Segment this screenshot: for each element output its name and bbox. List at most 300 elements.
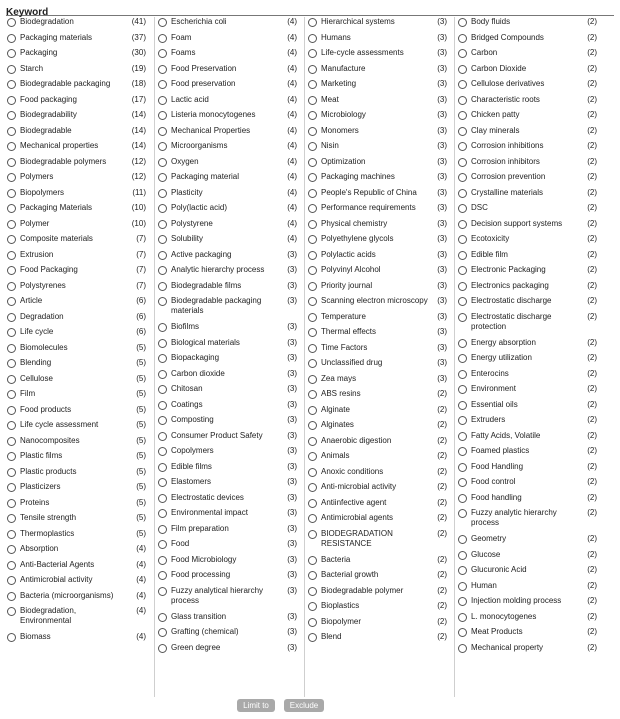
keyword-item[interactable]	[4, 265, 148, 275]
keyword-item[interactable]	[155, 234, 299, 244]
keyword-radio[interactable]	[308, 313, 317, 322]
keyword-radio[interactable]	[458, 282, 467, 291]
keyword-radio[interactable]	[158, 251, 167, 260]
keyword-item[interactable]	[4, 482, 148, 492]
keyword-radio[interactable]	[308, 111, 317, 120]
keyword-radio[interactable]	[158, 370, 167, 379]
keyword-item[interactable]	[455, 188, 599, 198]
keyword-radio[interactable]	[458, 582, 467, 591]
keyword-radio[interactable]	[158, 478, 167, 487]
keyword-item[interactable]	[155, 400, 299, 410]
keyword-item[interactable]	[155, 188, 299, 198]
keyword-radio[interactable]	[458, 551, 467, 560]
keyword-radio[interactable]	[7, 437, 16, 446]
keyword-radio[interactable]	[7, 204, 16, 213]
keyword-item[interactable]	[455, 477, 599, 487]
keyword-item[interactable]	[305, 570, 449, 580]
keyword-item[interactable]	[155, 322, 299, 332]
keyword-item[interactable]	[305, 327, 449, 337]
keyword-item[interactable]	[4, 250, 148, 260]
keyword-item[interactable]	[455, 296, 599, 306]
keyword-radio[interactable]	[158, 416, 167, 425]
keyword-item[interactable]	[305, 555, 449, 565]
keyword-radio[interactable]	[308, 34, 317, 43]
keyword-radio[interactable]	[7, 483, 16, 492]
keyword-item[interactable]	[305, 513, 449, 523]
keyword-item[interactable]	[455, 493, 599, 503]
keyword-radio[interactable]	[158, 189, 167, 198]
keyword-radio[interactable]	[308, 530, 317, 539]
keyword-item[interactable]	[4, 343, 148, 353]
keyword-item[interactable]	[155, 17, 299, 27]
keyword-item[interactable]	[305, 586, 449, 596]
keyword-radio[interactable]	[7, 313, 16, 322]
keyword-item[interactable]	[155, 250, 299, 260]
keyword-radio[interactable]	[7, 18, 16, 27]
keyword-item[interactable]	[155, 353, 299, 363]
keyword-radio[interactable]	[308, 158, 317, 167]
keyword-item[interactable]	[305, 343, 449, 353]
keyword-item[interactable]	[305, 126, 449, 136]
keyword-radio[interactable]	[308, 421, 317, 430]
keyword-radio[interactable]	[458, 235, 467, 244]
keyword-item[interactable]	[455, 384, 599, 394]
keyword-radio[interactable]	[458, 613, 467, 622]
keyword-radio[interactable]	[158, 158, 167, 167]
keyword-radio[interactable]	[158, 204, 167, 213]
keyword-item[interactable]	[455, 534, 599, 544]
keyword-radio[interactable]	[7, 34, 16, 43]
keyword-radio[interactable]	[308, 282, 317, 291]
keyword-item[interactable]	[455, 126, 599, 136]
keyword-item[interactable]	[155, 48, 299, 58]
keyword-radio[interactable]	[158, 401, 167, 410]
keyword-radio[interactable]	[7, 514, 16, 523]
keyword-radio[interactable]	[7, 142, 16, 151]
keyword-radio[interactable]	[308, 514, 317, 523]
keyword-radio[interactable]	[158, 354, 167, 363]
keyword-item[interactable]	[155, 586, 299, 606]
keyword-item[interactable]	[4, 513, 148, 523]
keyword-item[interactable]	[4, 17, 148, 27]
keyword-radio[interactable]	[458, 204, 467, 213]
keyword-item[interactable]	[455, 234, 599, 244]
keyword-item[interactable]	[455, 353, 599, 363]
keyword-item[interactable]	[4, 498, 148, 508]
keyword-radio[interactable]	[308, 189, 317, 198]
keyword-item[interactable]	[155, 643, 299, 653]
keyword-item[interactable]	[4, 358, 148, 368]
keyword-radio[interactable]	[158, 571, 167, 580]
keyword-radio[interactable]	[158, 644, 167, 653]
keyword-radio[interactable]	[7, 173, 16, 182]
keyword-radio[interactable]	[458, 447, 467, 456]
keyword-radio[interactable]	[158, 80, 167, 89]
keyword-radio[interactable]	[158, 494, 167, 503]
keyword-item[interactable]	[4, 234, 148, 244]
keyword-radio[interactable]	[7, 375, 16, 384]
keyword-item[interactable]	[305, 374, 449, 384]
keyword-item[interactable]	[4, 575, 148, 585]
keyword-item[interactable]	[305, 17, 449, 27]
keyword-item[interactable]	[155, 570, 299, 580]
keyword-item[interactable]	[455, 369, 599, 379]
keyword-item[interactable]	[305, 33, 449, 43]
keyword-radio[interactable]	[158, 282, 167, 291]
keyword-item[interactable]	[455, 338, 599, 348]
keyword-item[interactable]	[4, 296, 148, 306]
keyword-radio[interactable]	[158, 432, 167, 441]
keyword-radio[interactable]	[7, 499, 16, 508]
keyword-radio[interactable]	[308, 452, 317, 461]
keyword-item[interactable]	[455, 95, 599, 105]
keyword-item[interactable]	[455, 312, 599, 332]
keyword-radio[interactable]	[7, 282, 16, 291]
keyword-radio[interactable]	[458, 80, 467, 89]
keyword-item[interactable]	[4, 219, 148, 229]
keyword-item[interactable]	[4, 327, 148, 337]
keyword-item[interactable]	[305, 219, 449, 229]
keyword-item[interactable]	[4, 157, 148, 167]
keyword-item[interactable]	[155, 141, 299, 151]
keyword-radio[interactable]	[158, 447, 167, 456]
keyword-radio[interactable]	[158, 142, 167, 151]
keyword-item[interactable]	[305, 172, 449, 182]
keyword-item[interactable]	[305, 250, 449, 260]
keyword-radio[interactable]	[458, 597, 467, 606]
keyword-item[interactable]	[155, 338, 299, 348]
keyword-radio[interactable]	[308, 80, 317, 89]
keyword-radio[interactable]	[7, 111, 16, 120]
keyword-radio[interactable]	[158, 127, 167, 136]
keyword-item[interactable]	[305, 64, 449, 74]
limit-to-button[interactable]: Limit to	[237, 699, 275, 712]
keyword-item[interactable]	[4, 529, 148, 539]
keyword-radio[interactable]	[7, 297, 16, 306]
keyword-item[interactable]	[305, 157, 449, 167]
keyword-item[interactable]	[305, 617, 449, 627]
keyword-item[interactable]	[455, 627, 599, 637]
keyword-radio[interactable]	[7, 421, 16, 430]
keyword-radio[interactable]	[308, 173, 317, 182]
keyword-radio[interactable]	[458, 96, 467, 105]
keyword-item[interactable]	[455, 550, 599, 560]
keyword-item[interactable]	[305, 95, 449, 105]
keyword-radio[interactable]	[308, 49, 317, 58]
keyword-radio[interactable]	[308, 18, 317, 27]
keyword-item[interactable]	[155, 110, 299, 120]
keyword-radio[interactable]	[7, 607, 16, 616]
keyword-radio[interactable]	[158, 613, 167, 622]
keyword-radio[interactable]	[308, 96, 317, 105]
keyword-radio[interactable]	[308, 633, 317, 642]
keyword-item[interactable]	[305, 312, 449, 322]
keyword-radio[interactable]	[7, 390, 16, 399]
keyword-item[interactable]	[455, 508, 599, 528]
keyword-item[interactable]	[155, 219, 299, 229]
keyword-item[interactable]	[4, 632, 148, 642]
keyword-item[interactable]	[455, 612, 599, 622]
keyword-item[interactable]	[4, 467, 148, 477]
keyword-radio[interactable]	[458, 158, 467, 167]
keyword-item[interactable]	[4, 203, 148, 213]
keyword-item[interactable]	[155, 265, 299, 275]
keyword-item[interactable]	[155, 369, 299, 379]
keyword-item[interactable]	[4, 405, 148, 415]
keyword-radio[interactable]	[158, 65, 167, 74]
keyword-item[interactable]	[155, 172, 299, 182]
keyword-radio[interactable]	[7, 158, 16, 167]
keyword-radio[interactable]	[458, 65, 467, 74]
keyword-radio[interactable]	[458, 34, 467, 43]
keyword-item[interactable]	[305, 188, 449, 198]
keyword-item[interactable]	[4, 79, 148, 89]
keyword-radio[interactable]	[7, 328, 16, 337]
keyword-item[interactable]	[155, 493, 299, 503]
keyword-radio[interactable]	[158, 96, 167, 105]
keyword-radio[interactable]	[458, 566, 467, 575]
keyword-radio[interactable]	[158, 220, 167, 229]
keyword-radio[interactable]	[7, 65, 16, 74]
keyword-item[interactable]	[305, 110, 449, 120]
keyword-item[interactable]	[155, 627, 299, 637]
keyword-radio[interactable]	[308, 602, 317, 611]
keyword-item[interactable]	[455, 415, 599, 425]
keyword-item[interactable]	[4, 33, 148, 43]
keyword-item[interactable]	[455, 110, 599, 120]
keyword-item[interactable]	[4, 544, 148, 554]
keyword-radio[interactable]	[308, 618, 317, 627]
keyword-item[interactable]	[455, 565, 599, 575]
keyword-radio[interactable]	[7, 127, 16, 136]
keyword-radio[interactable]	[458, 18, 467, 27]
keyword-radio[interactable]	[458, 142, 467, 151]
keyword-item[interactable]	[455, 596, 599, 606]
keyword-item[interactable]	[305, 482, 449, 492]
keyword-radio[interactable]	[7, 468, 16, 477]
keyword-item[interactable]	[305, 498, 449, 508]
keyword-radio[interactable]	[458, 432, 467, 441]
keyword-radio[interactable]	[308, 220, 317, 229]
keyword-item[interactable]	[455, 157, 599, 167]
keyword-item[interactable]	[455, 581, 599, 591]
keyword-radio[interactable]	[158, 34, 167, 43]
keyword-radio[interactable]	[458, 313, 467, 322]
keyword-radio[interactable]	[308, 437, 317, 446]
keyword-radio[interactable]	[7, 235, 16, 244]
keyword-item[interactable]	[155, 431, 299, 441]
keyword-radio[interactable]	[7, 406, 16, 415]
keyword-item[interactable]	[155, 384, 299, 394]
keyword-radio[interactable]	[308, 483, 317, 492]
keyword-radio[interactable]	[308, 375, 317, 384]
keyword-item[interactable]	[455, 79, 599, 89]
keyword-item[interactable]	[4, 95, 148, 105]
keyword-radio[interactable]	[458, 401, 467, 410]
keyword-radio[interactable]	[458, 535, 467, 544]
keyword-item[interactable]	[305, 296, 449, 306]
keyword-radio[interactable]	[308, 127, 317, 136]
keyword-item[interactable]	[455, 250, 599, 260]
keyword-radio[interactable]	[458, 297, 467, 306]
keyword-item[interactable]	[455, 33, 599, 43]
keyword-item[interactable]	[155, 64, 299, 74]
keyword-radio[interactable]	[7, 592, 16, 601]
keyword-radio[interactable]	[308, 468, 317, 477]
keyword-item[interactable]	[4, 126, 148, 136]
keyword-radio[interactable]	[458, 509, 467, 518]
keyword-radio[interactable]	[458, 189, 467, 198]
keyword-radio[interactable]	[308, 204, 317, 213]
keyword-radio[interactable]	[308, 266, 317, 275]
keyword-radio[interactable]	[308, 556, 317, 565]
keyword-radio[interactable]	[7, 189, 16, 198]
keyword-radio[interactable]	[458, 478, 467, 487]
keyword-radio[interactable]	[158, 323, 167, 332]
keyword-item[interactable]	[305, 420, 449, 430]
keyword-item[interactable]	[305, 436, 449, 446]
keyword-radio[interactable]	[158, 339, 167, 348]
keyword-item[interactable]	[155, 446, 299, 456]
keyword-radio[interactable]	[158, 463, 167, 472]
keyword-item[interactable]	[4, 420, 148, 430]
keyword-radio[interactable]	[308, 328, 317, 337]
keyword-item[interactable]	[455, 172, 599, 182]
keyword-item[interactable]	[305, 405, 449, 415]
keyword-item[interactable]	[305, 265, 449, 275]
keyword-radio[interactable]	[458, 49, 467, 58]
keyword-item[interactable]	[4, 374, 148, 384]
keyword-radio[interactable]	[308, 297, 317, 306]
keyword-item[interactable]	[4, 64, 148, 74]
keyword-radio[interactable]	[308, 142, 317, 151]
exclude-button[interactable]: Exclude	[284, 699, 324, 712]
keyword-item[interactable]	[305, 529, 449, 549]
keyword-item[interactable]	[155, 555, 299, 565]
keyword-item[interactable]	[4, 606, 148, 626]
keyword-item[interactable]	[305, 48, 449, 58]
keyword-item[interactable]	[455, 203, 599, 213]
keyword-item[interactable]	[4, 436, 148, 446]
keyword-radio[interactable]	[308, 251, 317, 260]
keyword-radio[interactable]	[458, 251, 467, 260]
keyword-radio[interactable]	[308, 65, 317, 74]
keyword-item[interactable]	[305, 467, 449, 477]
keyword-radio[interactable]	[308, 344, 317, 353]
keyword-item[interactable]	[455, 643, 599, 653]
keyword-item[interactable]	[4, 281, 148, 291]
keyword-radio[interactable]	[7, 344, 16, 353]
keyword-item[interactable]	[305, 281, 449, 291]
keyword-radio[interactable]	[158, 509, 167, 518]
keyword-item[interactable]	[4, 188, 148, 198]
keyword-radio[interactable]	[7, 545, 16, 554]
keyword-item[interactable]	[455, 400, 599, 410]
keyword-radio[interactable]	[158, 587, 167, 596]
keyword-item[interactable]	[305, 601, 449, 611]
keyword-item[interactable]	[4, 48, 148, 58]
keyword-item[interactable]	[4, 560, 148, 570]
keyword-radio[interactable]	[458, 644, 467, 653]
keyword-radio[interactable]	[7, 96, 16, 105]
keyword-radio[interactable]	[308, 359, 317, 368]
keyword-item[interactable]	[455, 446, 599, 456]
keyword-item[interactable]	[4, 172, 148, 182]
keyword-item[interactable]	[305, 632, 449, 642]
keyword-radio[interactable]	[458, 370, 467, 379]
keyword-item[interactable]	[455, 265, 599, 275]
keyword-radio[interactable]	[158, 628, 167, 637]
keyword-radio[interactable]	[7, 530, 16, 539]
keyword-radio[interactable]	[158, 556, 167, 565]
keyword-item[interactable]	[305, 203, 449, 213]
keyword-radio[interactable]	[158, 540, 167, 549]
keyword-item[interactable]	[305, 141, 449, 151]
keyword-item[interactable]	[4, 451, 148, 461]
keyword-item[interactable]	[4, 389, 148, 399]
keyword-item[interactable]	[4, 591, 148, 601]
keyword-radio[interactable]	[7, 359, 16, 368]
keyword-item[interactable]	[155, 524, 299, 534]
keyword-item[interactable]	[305, 79, 449, 89]
keyword-radio[interactable]	[7, 561, 16, 570]
keyword-radio[interactable]	[458, 494, 467, 503]
keyword-radio[interactable]	[308, 406, 317, 415]
keyword-item[interactable]	[305, 389, 449, 399]
keyword-item[interactable]	[455, 141, 599, 151]
keyword-radio[interactable]	[458, 266, 467, 275]
keyword-item[interactable]	[455, 431, 599, 441]
keyword-item[interactable]	[155, 462, 299, 472]
keyword-radio[interactable]	[458, 354, 467, 363]
keyword-radio[interactable]	[308, 587, 317, 596]
keyword-radio[interactable]	[158, 173, 167, 182]
keyword-item[interactable]	[155, 95, 299, 105]
keyword-radio[interactable]	[158, 111, 167, 120]
keyword-item[interactable]	[4, 110, 148, 120]
keyword-radio[interactable]	[158, 525, 167, 534]
keyword-radio[interactable]	[458, 416, 467, 425]
keyword-radio[interactable]	[7, 266, 16, 275]
keyword-radio[interactable]	[458, 339, 467, 348]
keyword-radio[interactable]	[158, 18, 167, 27]
keyword-radio[interactable]	[7, 452, 16, 461]
keyword-item[interactable]	[305, 358, 449, 368]
keyword-item[interactable]	[305, 234, 449, 244]
keyword-radio[interactable]	[458, 628, 467, 637]
keyword-radio[interactable]	[158, 266, 167, 275]
keyword-item[interactable]	[4, 141, 148, 151]
keyword-item[interactable]	[155, 157, 299, 167]
keyword-item[interactable]	[455, 281, 599, 291]
keyword-radio[interactable]	[458, 173, 467, 182]
keyword-item[interactable]	[155, 33, 299, 43]
keyword-item[interactable]	[155, 126, 299, 136]
keyword-radio[interactable]	[158, 385, 167, 394]
keyword-item[interactable]	[305, 451, 449, 461]
keyword-radio[interactable]	[7, 49, 16, 58]
keyword-radio[interactable]	[308, 390, 317, 399]
keyword-radio[interactable]	[7, 220, 16, 229]
keyword-item[interactable]	[455, 219, 599, 229]
keyword-item[interactable]	[155, 477, 299, 487]
keyword-radio[interactable]	[458, 111, 467, 120]
keyword-item[interactable]	[4, 312, 148, 322]
keyword-item[interactable]	[155, 612, 299, 622]
keyword-radio[interactable]	[458, 127, 467, 136]
keyword-item[interactable]	[455, 64, 599, 74]
keyword-radio[interactable]	[7, 633, 16, 642]
